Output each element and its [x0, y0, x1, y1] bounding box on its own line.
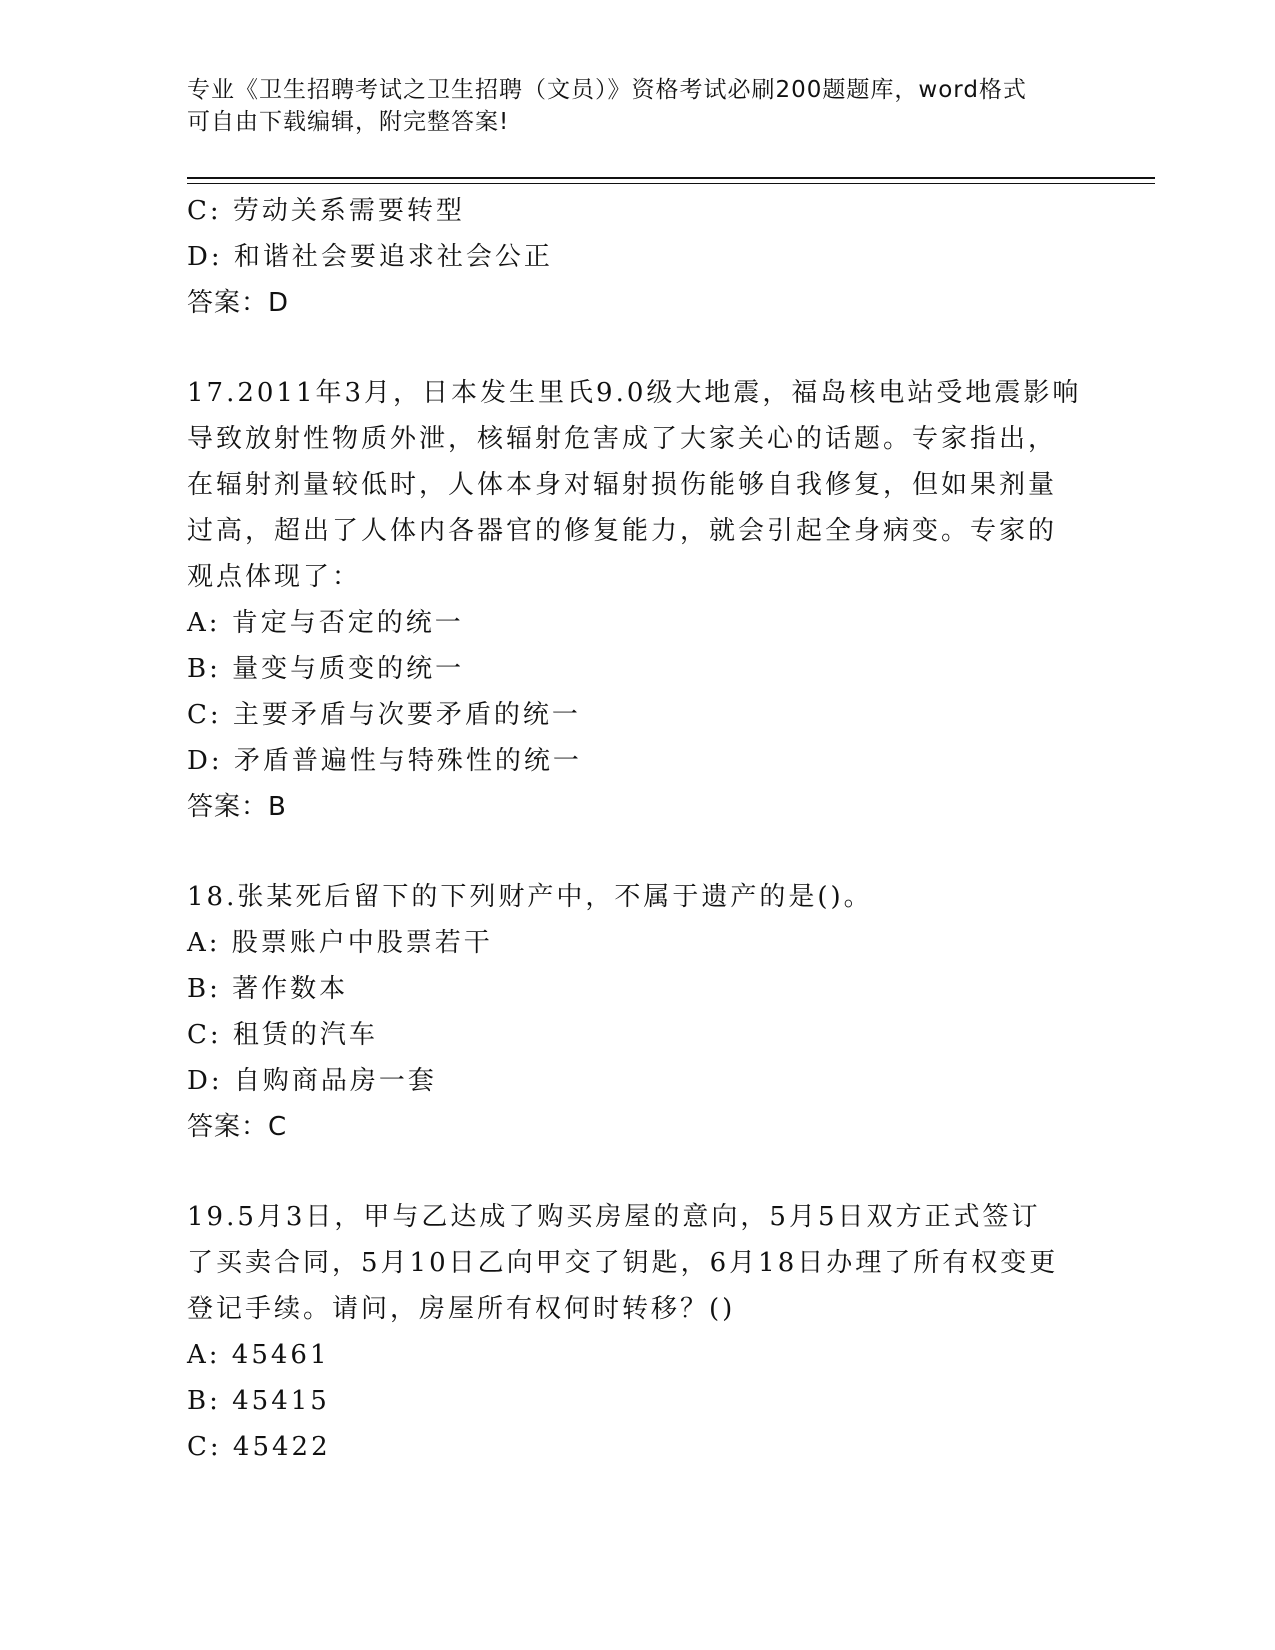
- q19-stem-line: 登记手续。请问，房屋所有权何时转移？(): [187, 1294, 736, 1324]
- header-title-line-2: 可自由下载编辑，附完整答案!: [187, 109, 510, 135]
- question-spacer: [187, 326, 1087, 370]
- q19-option-a: A: 45461: [187, 1340, 330, 1370]
- question-17: [187, 370, 1087, 830]
- q17-stem-line: 过高，超出了人体内各器官的修复能力，就会引起全身病变。专家的: [187, 516, 1058, 546]
- header-divider-thin: [187, 183, 1155, 184]
- q17-stem-line: 17.2011年3月，日本发生里氏9.0级大地震，福岛核电站受地震影响: [187, 378, 1082, 408]
- question-spacer: [187, 830, 1087, 874]
- q17-option-b: B: 量变与质变的统一: [187, 654, 465, 684]
- q18-option-d: D: 自购商品房一套: [187, 1066, 437, 1096]
- header-divider-thick: [187, 177, 1155, 179]
- q16-option-d: D: 和谐社会要追求社会公正: [187, 242, 553, 272]
- question-16-continued: [187, 188, 1087, 326]
- q19-stem-line: 了买卖合同，5月10日乙向甲交了钥匙，6月18日办理了所有权变更: [187, 1248, 1059, 1278]
- q18-option-c: C: 租赁的汽车: [187, 1020, 378, 1050]
- q17-option-d: D: 矛盾普遍性与特殊性的统一: [187, 746, 582, 776]
- q17-stem-line: 在辐射剂量较低时，人体本身对辐射损伤能够自我修复，但如果剂量: [187, 470, 1058, 500]
- q19-option-b: B: 45415: [187, 1386, 330, 1416]
- header-title-line-1: 专业《卫生招聘考试之卫生招聘（文员）》资格考试必刷200题题库，word格式: [187, 77, 1027, 103]
- document-body: [187, 188, 1087, 1470]
- q17-option-c: C: 主要矛盾与次要矛盾的统一: [187, 700, 581, 730]
- question-spacer: [187, 1150, 1087, 1194]
- q18-answer: 答案：C: [187, 1112, 288, 1142]
- q17-option-a: A: 肯定与否定的统一: [187, 608, 464, 638]
- q18-option-a: A: 股票账户中股票若干: [187, 928, 493, 958]
- q16-option-c: C: 劳动关系需要转型: [187, 196, 465, 226]
- question-19: [187, 1194, 1087, 1470]
- q18-stem: 18.张某死后留下的下列财产中，不属于遗产的是()。: [187, 882, 873, 912]
- q17-stem-line: 导致放射性物质外泄，核辐射危害成了大家关心的话题。专家指出，: [187, 424, 1058, 454]
- q17-answer: 答案：B: [187, 792, 287, 822]
- question-18: [187, 874, 1087, 1150]
- q18-option-b: B: 著作数本: [187, 974, 349, 1004]
- q19-option-c: C: 45422: [187, 1432, 331, 1462]
- page-header: [187, 74, 1067, 138]
- q17-stem-line: 观点体现了：: [187, 562, 362, 592]
- q19-stem-line: 19.5月3日，甲与乙达成了购买房屋的意向，5月5日双方正式签订: [187, 1202, 1041, 1232]
- q16-answer: 答案：D: [187, 288, 290, 318]
